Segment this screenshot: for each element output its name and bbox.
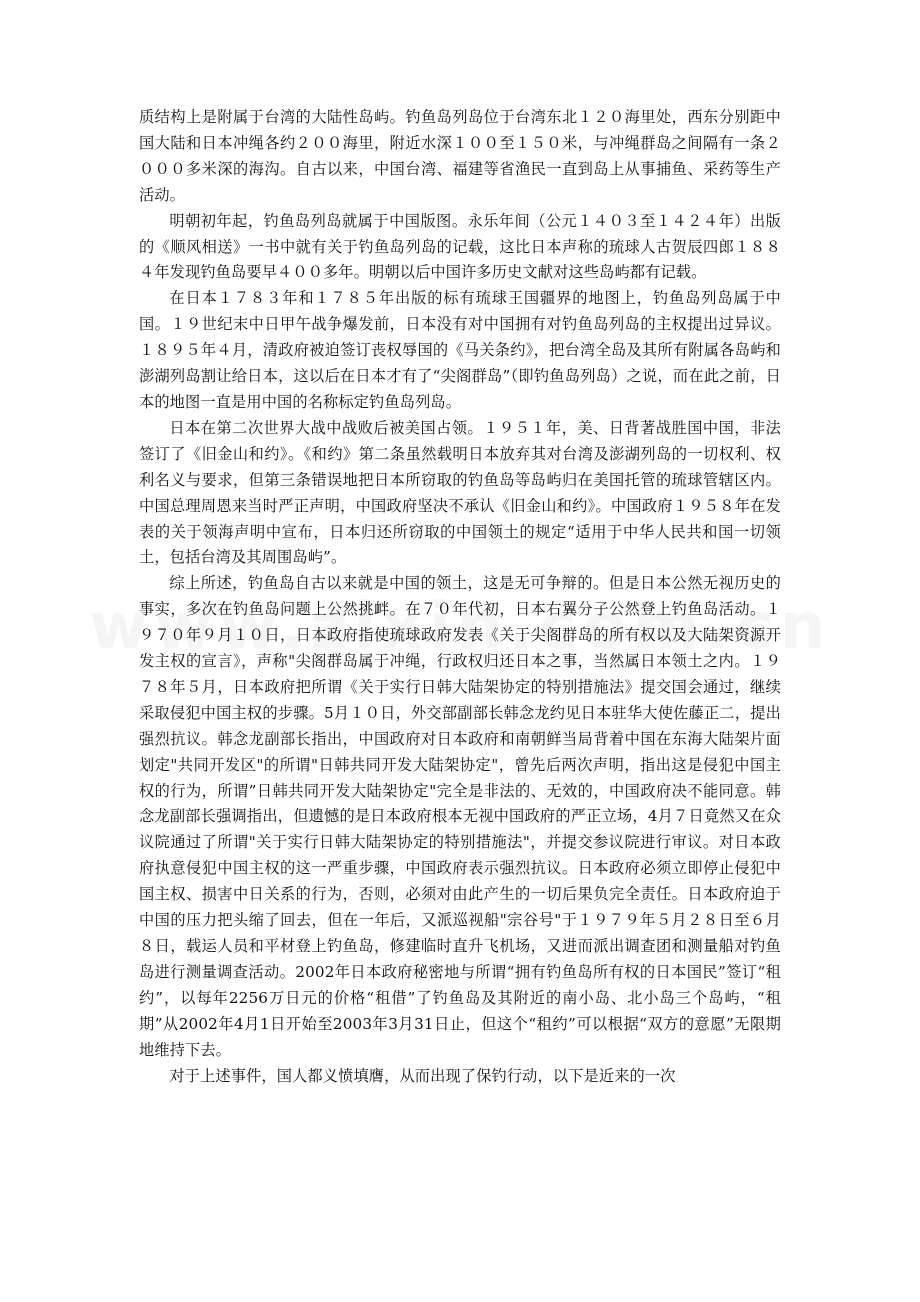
paragraph-summary: 综上所述，钓鱼岛自古以来就是中国的领土，这是无可争辩的。但是日本公然无视历史的事实，多次在钓鱼岛问题上公然挑衅。在７０年代初，日本右翼分子公然登上钓鱼岛活动。１９７０年９月１０日，日本政府指使琉球政府发表《关于尖阁群岛的所有权以及大陆架资源开发主权的宣言》，声称"尖阁群岛属于冲绳，行政权归还日本之事，当然属日本领土之内。１９７８年５月，日本政府把所谓《关于实行日韩大陆架协定的特别措施法》提交国会通过，继续采取侵犯中国主权的步骤。5月１０日，外交部副部长韩念龙约见日本驻华大使佐藤正二，提出强烈抗议。韩念龙副部长指出，中国政府对日本政府和南朝鲜当局背着中国在东海大陆架片面划定"共同开发区"的所谓"日韩共同开发大陆架协定"，曾先后两次声明，指出这是侵犯中国主权的行为，所谓”日韩共同开发大陆架协定"完全是非法的、无效的，中国政府决不能同意。韩念龙副部长强调指出，但遗憾的是日本政府根本无视中国政府的严正立场，4月７日竟然又在众议院通过了所谓"关于实行日韩大陆架协定的特别措施法"，并提交参议院进行审议。对日本政府执意侵犯中国主权的这一严重步骤，中国政府表示强烈抗议。日本政府必须立即停止侵犯中国主权、损害中日关系的行为，否则，必须对由此产生的一切后果负完全责任。日本政府迫于中国的压力把头缩了回去，但在一年后，又派巡视船"宗谷号"于１９７９年５月２８日至６月８日，载运人员和平材登上钓鱼岛，修建临时直升飞机场，又进而派出调查团和测量船对钓鱼岛进行测量调查活动。2002年日本政府秘密地与所谓“拥有钓鱼岛所有权的日本国民”签订“租约”，以每年2256万日元的价格“租借”了钓鱼岛及其附近的南小岛、北小岛三个岛屿，“租期”从2002年4月1日开始至2003年3月31日止，但这个“租约”可以根据“双方的意愿”无限期地维持下去。 — [139, 574, 781, 1059]
paragraph-baodiao: 对于上述事件，国人都义愤填膺，从而出现了保钓行动，以下是近来的一次 — [169, 1066, 676, 1085]
document-body — [139, 105, 781, 1089]
paragraph-maps-and-treaty: 在日本１７８３年和１７８５年出版的标有琉球王国疆界的地图上，钓鱼岛列岛属于中国。１９世纪末中日甲午战争爆发前，日本没有对中国拥有对钓鱼岛列岛的主权提出过异议。１８９５年４月，清政府被迫签订丧权辱国的《马关条约》，把台湾全岛及其所有附属各岛屿和澎湖列岛割让给日本，这以后在日本才有了“尖阁群岛”（即钓鱼岛列岛）之说，而在此之前，日本的地图一直是用中国的名称标定钓鱼岛列岛。 — [139, 289, 781, 411]
paragraph-geology: 质结构上是附属于台湾的大陆性岛屿。钓鱼岛列岛位于台湾东北１２０海里处，西东分别距中国大陆和日本冲绳各约２００海里，附近水深１００至１５０米，与冲绳群岛之间隔有一条２０００多米深的海沟。自古以来，中国台湾、福建等省渔民一直到岛上从事捕鱼、采药等生产活动。 — [139, 108, 781, 204]
paragraph-ming-dynasty: 明朝初年起，钓鱼岛列岛就属于中国版图。永乐年间（公元１４０３至１４２４年）出版的《顺风相送》一书中就有关于钓鱼岛列岛的记载，这比日本声称的琉球人古贺辰四郎１８８４年发现钓鱼岛要早４００多年。明朝以后中国许多历史文献对这些岛屿都有记载。 — [139, 211, 781, 282]
paragraph-postwar: 日本在第二次世界大战中战败后被美国占领。１９５１年，美、日背著战胜国中国，非法签订了《旧金山和约》。《和约》第二条虽然载明日本放弃其对台湾及澎湖列岛的一切权利、权利名义与要求，但第三条错误地把日本所窃取的钓鱼岛等岛屿归在美国托管的琉球管辖区内。中国总理周恩来当时严正声明，中国政府坚决不承认《旧金山和约》。中国政府１９５８年在发表的关于领海声明中宣布，日本归还所窃取的中国领土的规定“适用于中华人民共和国一切领土，包括台湾及其周围岛屿”。 — [139, 418, 781, 567]
